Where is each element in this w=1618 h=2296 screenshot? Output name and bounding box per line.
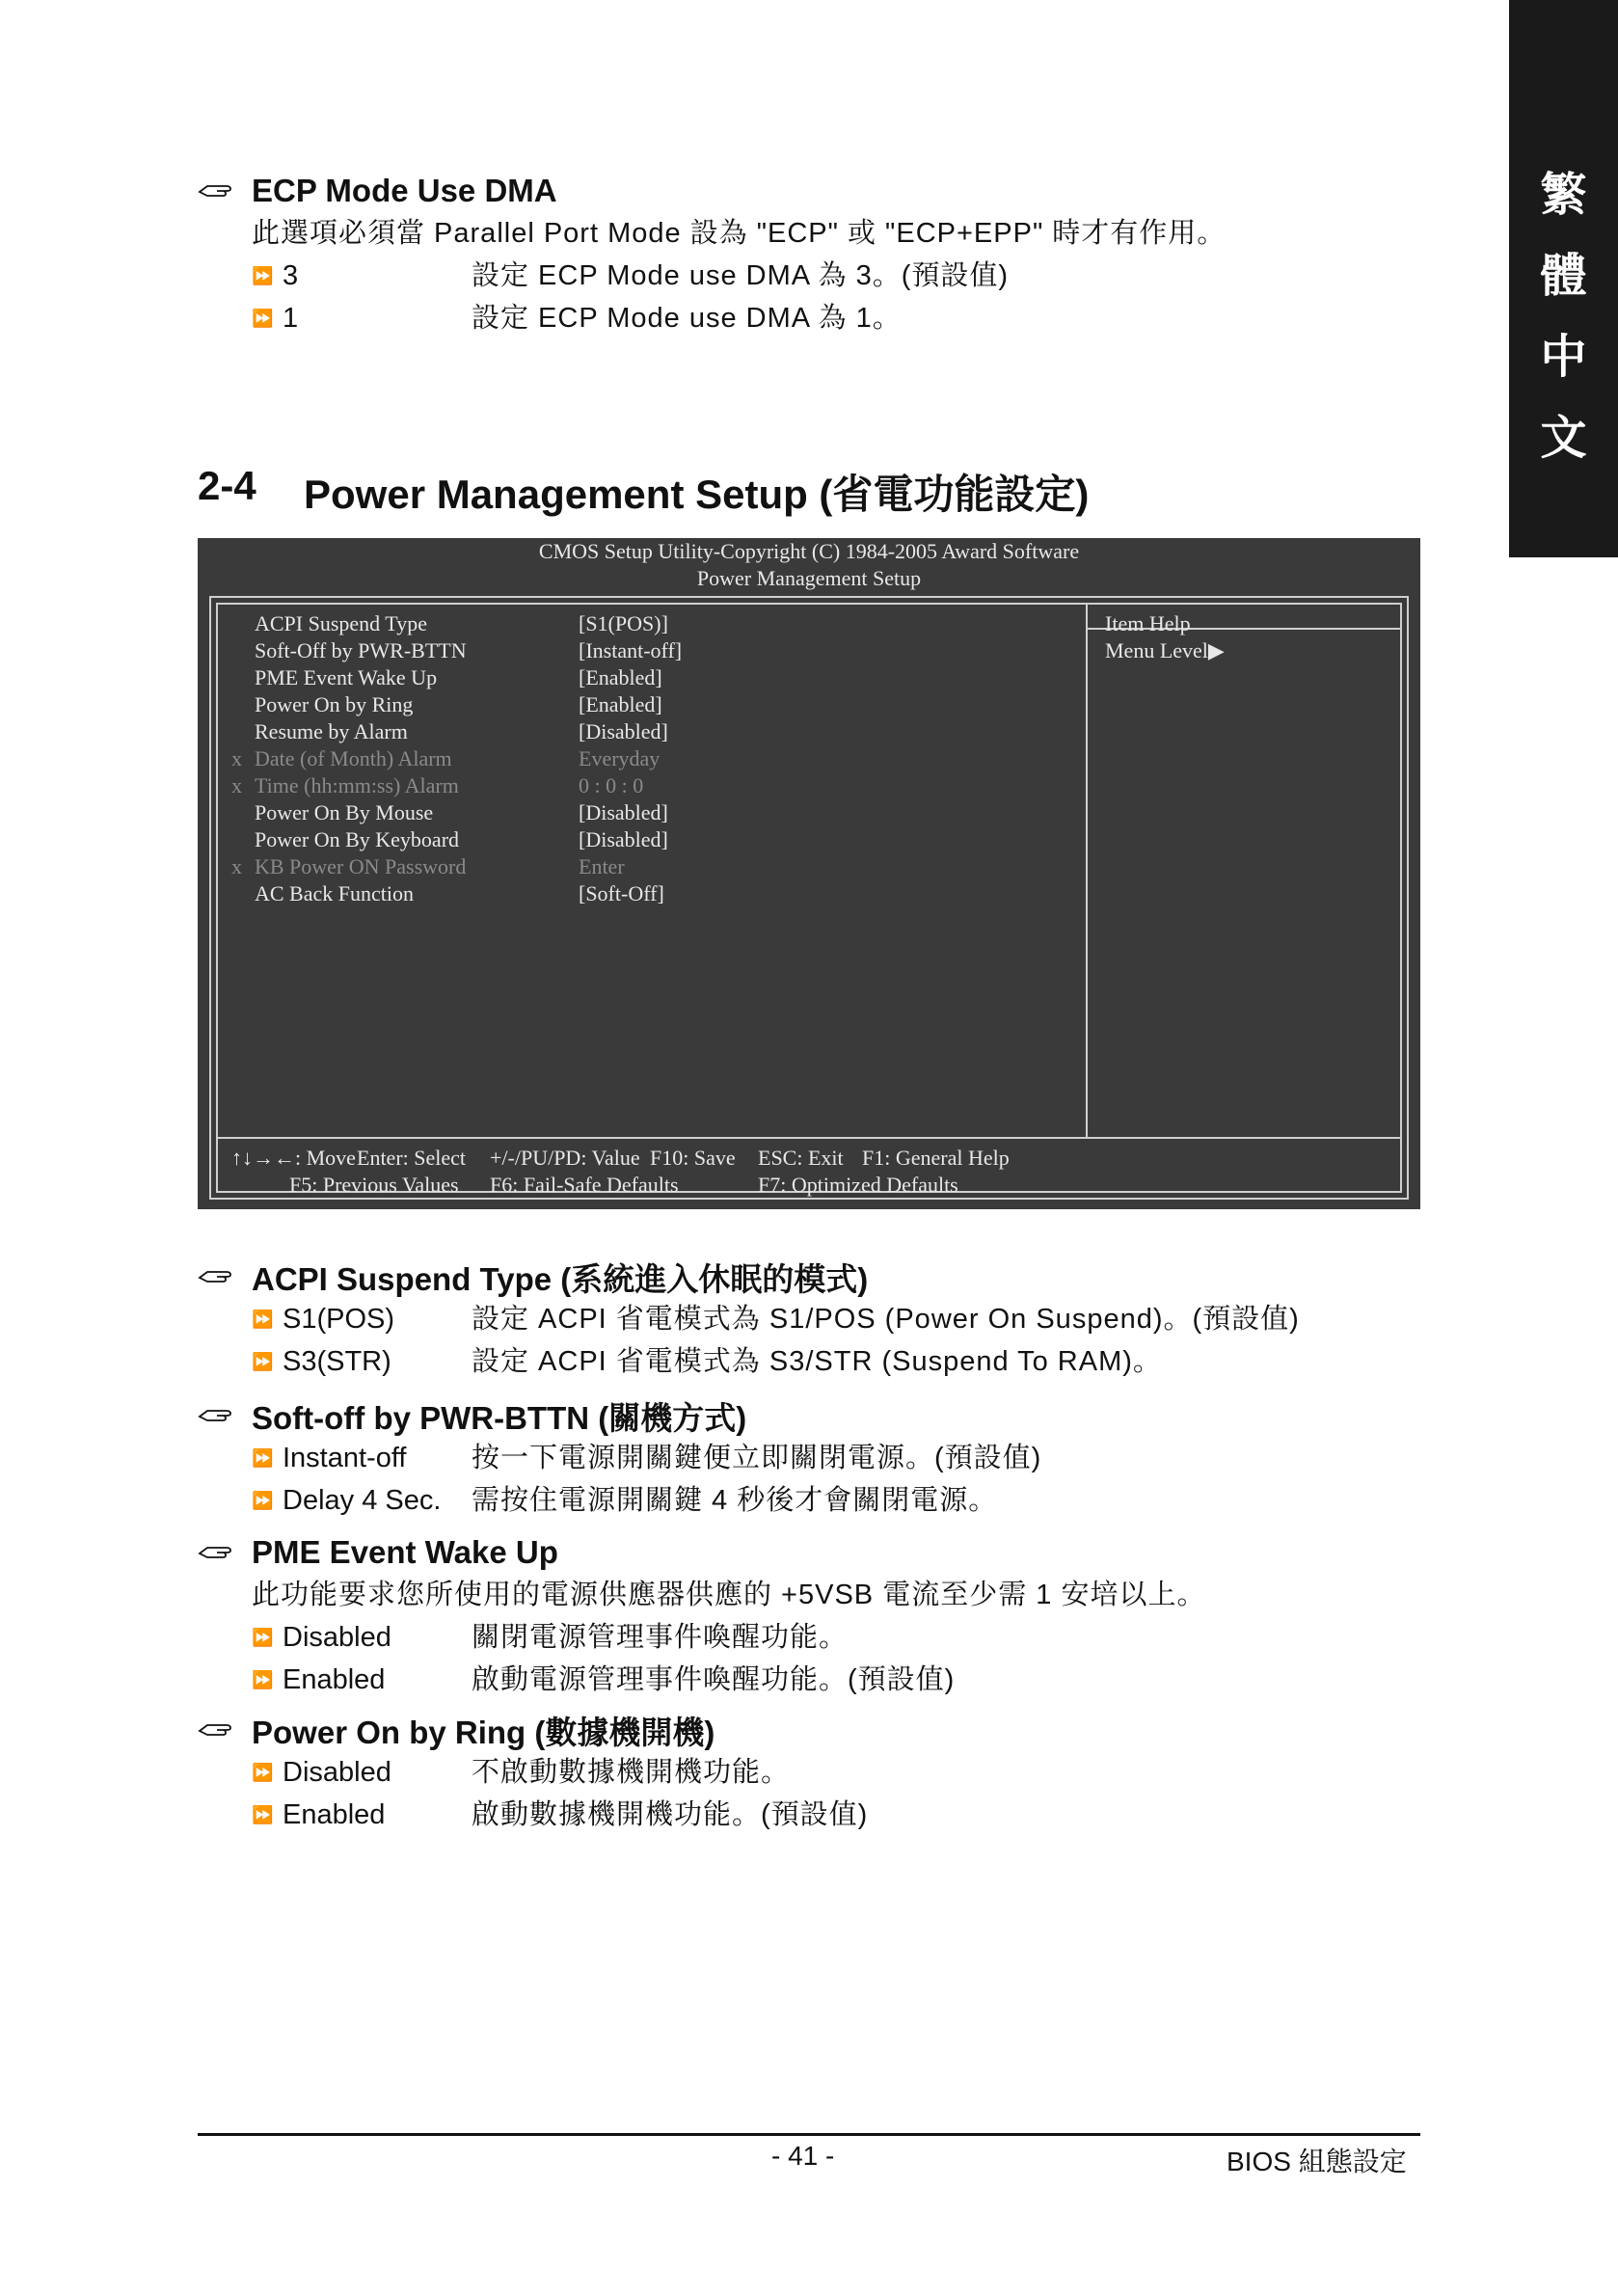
option-key: Disabled — [283, 1622, 391, 1653]
option-value: 啟動電源管理事件喚醒功能。(預設值) — [472, 1664, 956, 1695]
setting-label: Power On By Mouse — [255, 800, 434, 824]
bios-setting-row[interactable] — [218, 610, 1086, 637]
option-value: 需按住電源開關鍵 4 秒後才會關閉電源。 — [472, 1485, 998, 1516]
softoff-heading — [198, 1394, 1041, 1437]
ecp-section — [198, 170, 1226, 339]
setting-label: ACPI Suspend Type — [255, 611, 427, 635]
option-item — [252, 255, 1226, 297]
key-move: ↑↓→←: Move — [231, 1146, 356, 1170]
option-value: 設定 ECP Mode use DMA 為 1。 — [472, 303, 902, 334]
setting-value: [Disabled] — [579, 719, 668, 743]
option-key: Enabled — [283, 1799, 386, 1830]
option-key: S1(POS) — [283, 1304, 395, 1335]
ring-heading — [198, 1709, 868, 1751]
double-arrow-icon: ⏩ — [252, 1352, 274, 1371]
pointing-hand-icon — [198, 182, 232, 200]
option-value: 按一下電源開關鍵便立即關閉電源。(預設值) — [472, 1443, 1042, 1473]
heading-text: ACPI Suspend Type (系統進入休眠的模式) — [252, 1260, 869, 1297]
heading-text: PME Event Wake Up — [252, 1534, 558, 1570]
chapter-title: BIOS 組態設定 — [1227, 2147, 1407, 2176]
double-arrow-icon: ⏩ — [252, 1491, 274, 1510]
softoff-section — [198, 1394, 1041, 1522]
bios-setting-row[interactable] — [218, 637, 1086, 664]
bios-setting-row[interactable] — [218, 799, 1086, 826]
bios-setting-row — [218, 772, 1086, 799]
option-item — [252, 1340, 1300, 1383]
bios-setting-row — [218, 853, 1086, 880]
side-tab-char: 中 — [1540, 330, 1587, 384]
heading-text: Power On by Ring (數據機開機) — [252, 1714, 715, 1750]
option-value: 設定 ECP Mode use DMA 為 3。(預設值) — [472, 260, 1010, 291]
pointing-hand-icon — [198, 1544, 232, 1561]
pointing-hand-icon — [198, 1268, 232, 1285]
section-number: 2-4 — [198, 463, 256, 508]
side-tab-char: 繁 — [1540, 168, 1587, 222]
setting-label: PME Event Wake Up — [255, 665, 438, 689]
key-value: +/-/PU/PD: Value — [490, 1146, 640, 1170]
key-enter: Enter: Select — [357, 1146, 467, 1170]
double-arrow-icon: ⏩ — [252, 1805, 274, 1824]
setting-value: [Enabled] — [579, 692, 662, 716]
footer-rule — [198, 2133, 1420, 2136]
bios-key-legend — [218, 1145, 1400, 1199]
pme-heading — [198, 1531, 1205, 1574]
option-item — [252, 1437, 1041, 1479]
bios-inner-frame — [216, 603, 1402, 1197]
help-divider — [1086, 605, 1088, 1137]
disabled-mark: x — [231, 773, 242, 797]
option-item — [252, 1616, 1205, 1659]
setting-label: AC Back Function — [255, 881, 414, 905]
page-number: - 41 - — [771, 2141, 835, 2171]
section-heading — [198, 463, 1089, 521]
pointing-hand-icon — [198, 1721, 232, 1739]
double-arrow-icon: ⏩ — [252, 1670, 274, 1689]
menu-level-label: Menu Level — [1105, 638, 1208, 662]
key-failsafe: F6: Fail-Safe Defaults — [490, 1173, 679, 1197]
bios-setting-row — [218, 745, 1086, 772]
acpi-section — [198, 1256, 1300, 1383]
setting-label: KB Power ON Password — [255, 854, 467, 878]
disabled-mark: x — [231, 746, 242, 770]
double-arrow-icon: ⏩ — [252, 1763, 274, 1782]
option-value: 關閉電源管理事件喚醒功能。 — [472, 1622, 849, 1653]
option-value: 啟動數據機開機功能。(預設值) — [472, 1799, 869, 1830]
pme-description: 此功能要求您所使用的電源供應器供應的 +5VSB 電流至少需 1 安培以上。 — [252, 1580, 1206, 1610]
setting-label: Soft-Off by PWR-BTTN — [255, 638, 467, 662]
key-optimized: F7: Optimized Defaults — [758, 1173, 958, 1197]
ecp-heading — [198, 170, 1226, 212]
setting-value: Enter — [579, 854, 625, 878]
setting-label: Power On By Keyboard — [255, 827, 460, 851]
option-key: 3 — [283, 260, 299, 291]
setting-label: Date (of Month) Alarm — [255, 746, 452, 770]
ecp-description: 此選項必須當 Parallel Port Mode 設為 "ECP" 或 "ECP+EPP" 時才有作用。 — [252, 218, 1227, 249]
pme-section — [198, 1531, 1205, 1701]
option-value: 設定 ACPI 省電模式為 S1/POS (Power On Suspend)。(預設值) — [472, 1304, 1300, 1335]
item-help-title: Item Help — [1105, 611, 1191, 635]
side-tab-char: 文 — [1540, 411, 1587, 465]
side-tab-char: 體 — [1540, 249, 1587, 303]
setting-value: [Disabled] — [579, 800, 668, 824]
option-item — [252, 297, 1226, 339]
bios-outer-frame — [209, 596, 1409, 1200]
heading-text: Soft-off by PWR-BTTN (關機方式) — [252, 1399, 747, 1436]
setting-label: Time (hh:mm:ss) Alarm — [255, 773, 459, 797]
option-value: 設定 ACPI 省電模式為 S3/STR (Suspend To RAM)。 — [472, 1346, 1162, 1377]
section-title: Power Management Setup (省電功能設定) — [304, 472, 1090, 517]
bios-setting-row[interactable] — [218, 826, 1086, 853]
item-help-panel — [1105, 610, 1225, 664]
setting-label: Resume by Alarm — [255, 719, 408, 743]
double-arrow-icon: ⏩ — [252, 1310, 274, 1329]
key-previous: F5: Previous Values — [289, 1173, 459, 1197]
double-arrow-icon: ⏩ — [252, 266, 274, 285]
option-key: Delay 4 Sec. — [283, 1485, 442, 1516]
bios-setting-row[interactable] — [218, 664, 1086, 691]
setting-value: [Disabled] — [579, 827, 668, 851]
menu-level — [1105, 637, 1225, 664]
bios-screenshot — [198, 538, 1420, 1209]
option-key: Enabled — [283, 1664, 386, 1695]
bios-setting-row[interactable] — [218, 718, 1086, 745]
option-item — [252, 1751, 868, 1794]
option-item — [252, 1794, 868, 1836]
double-arrow-icon: ⏩ — [252, 1448, 274, 1468]
option-key: Disabled — [283, 1757, 391, 1788]
key-save: F10: Save — [650, 1146, 736, 1170]
setting-value: 0 : 0 : 0 — [579, 773, 644, 797]
bios-settings-list — [218, 610, 1086, 907]
double-arrow-icon: ⏩ — [252, 309, 274, 328]
setting-value: [Soft-Off] — [579, 881, 664, 905]
option-item — [252, 1479, 1041, 1522]
pointing-hand-icon — [198, 1407, 232, 1424]
language-side-tab — [1509, 0, 1618, 557]
option-key: 1 — [283, 303, 299, 334]
key-exit: ESC: Exit — [758, 1146, 844, 1170]
option-item — [252, 1659, 1205, 1701]
double-arrow-icon: ⏩ — [252, 1628, 274, 1647]
key-help: F1: General Help — [862, 1146, 1010, 1170]
ring-section — [198, 1709, 868, 1836]
option-item — [252, 1298, 1300, 1340]
setting-value: Everyday — [579, 746, 661, 770]
bios-setting-row[interactable] — [218, 880, 1086, 907]
setting-value: [Instant-off] — [579, 638, 683, 662]
bios-setting-row[interactable] — [218, 691, 1086, 718]
acpi-heading — [198, 1256, 1300, 1298]
setting-value: [S1(POS)] — [579, 611, 668, 635]
option-value: 不啟動數據機開機功能。 — [472, 1757, 791, 1788]
heading-text: ECP Mode Use DMA — [252, 173, 557, 208]
bios-title: CMOS Setup Utility-Copyright (C) 1984-2005 Award Software — [538, 539, 1080, 563]
footer-divider — [218, 1137, 1400, 1139]
setting-value: [Enabled] — [579, 665, 662, 689]
setting-label: Power On by Ring — [255, 692, 414, 716]
option-key: S3(STR) — [283, 1346, 391, 1377]
disabled-mark: x — [231, 854, 242, 878]
bios-subtitle: Power Management Setup — [696, 566, 922, 590]
option-key: Instant-off — [283, 1443, 407, 1473]
triangle-right-icon: ▶ — [1207, 638, 1225, 662]
